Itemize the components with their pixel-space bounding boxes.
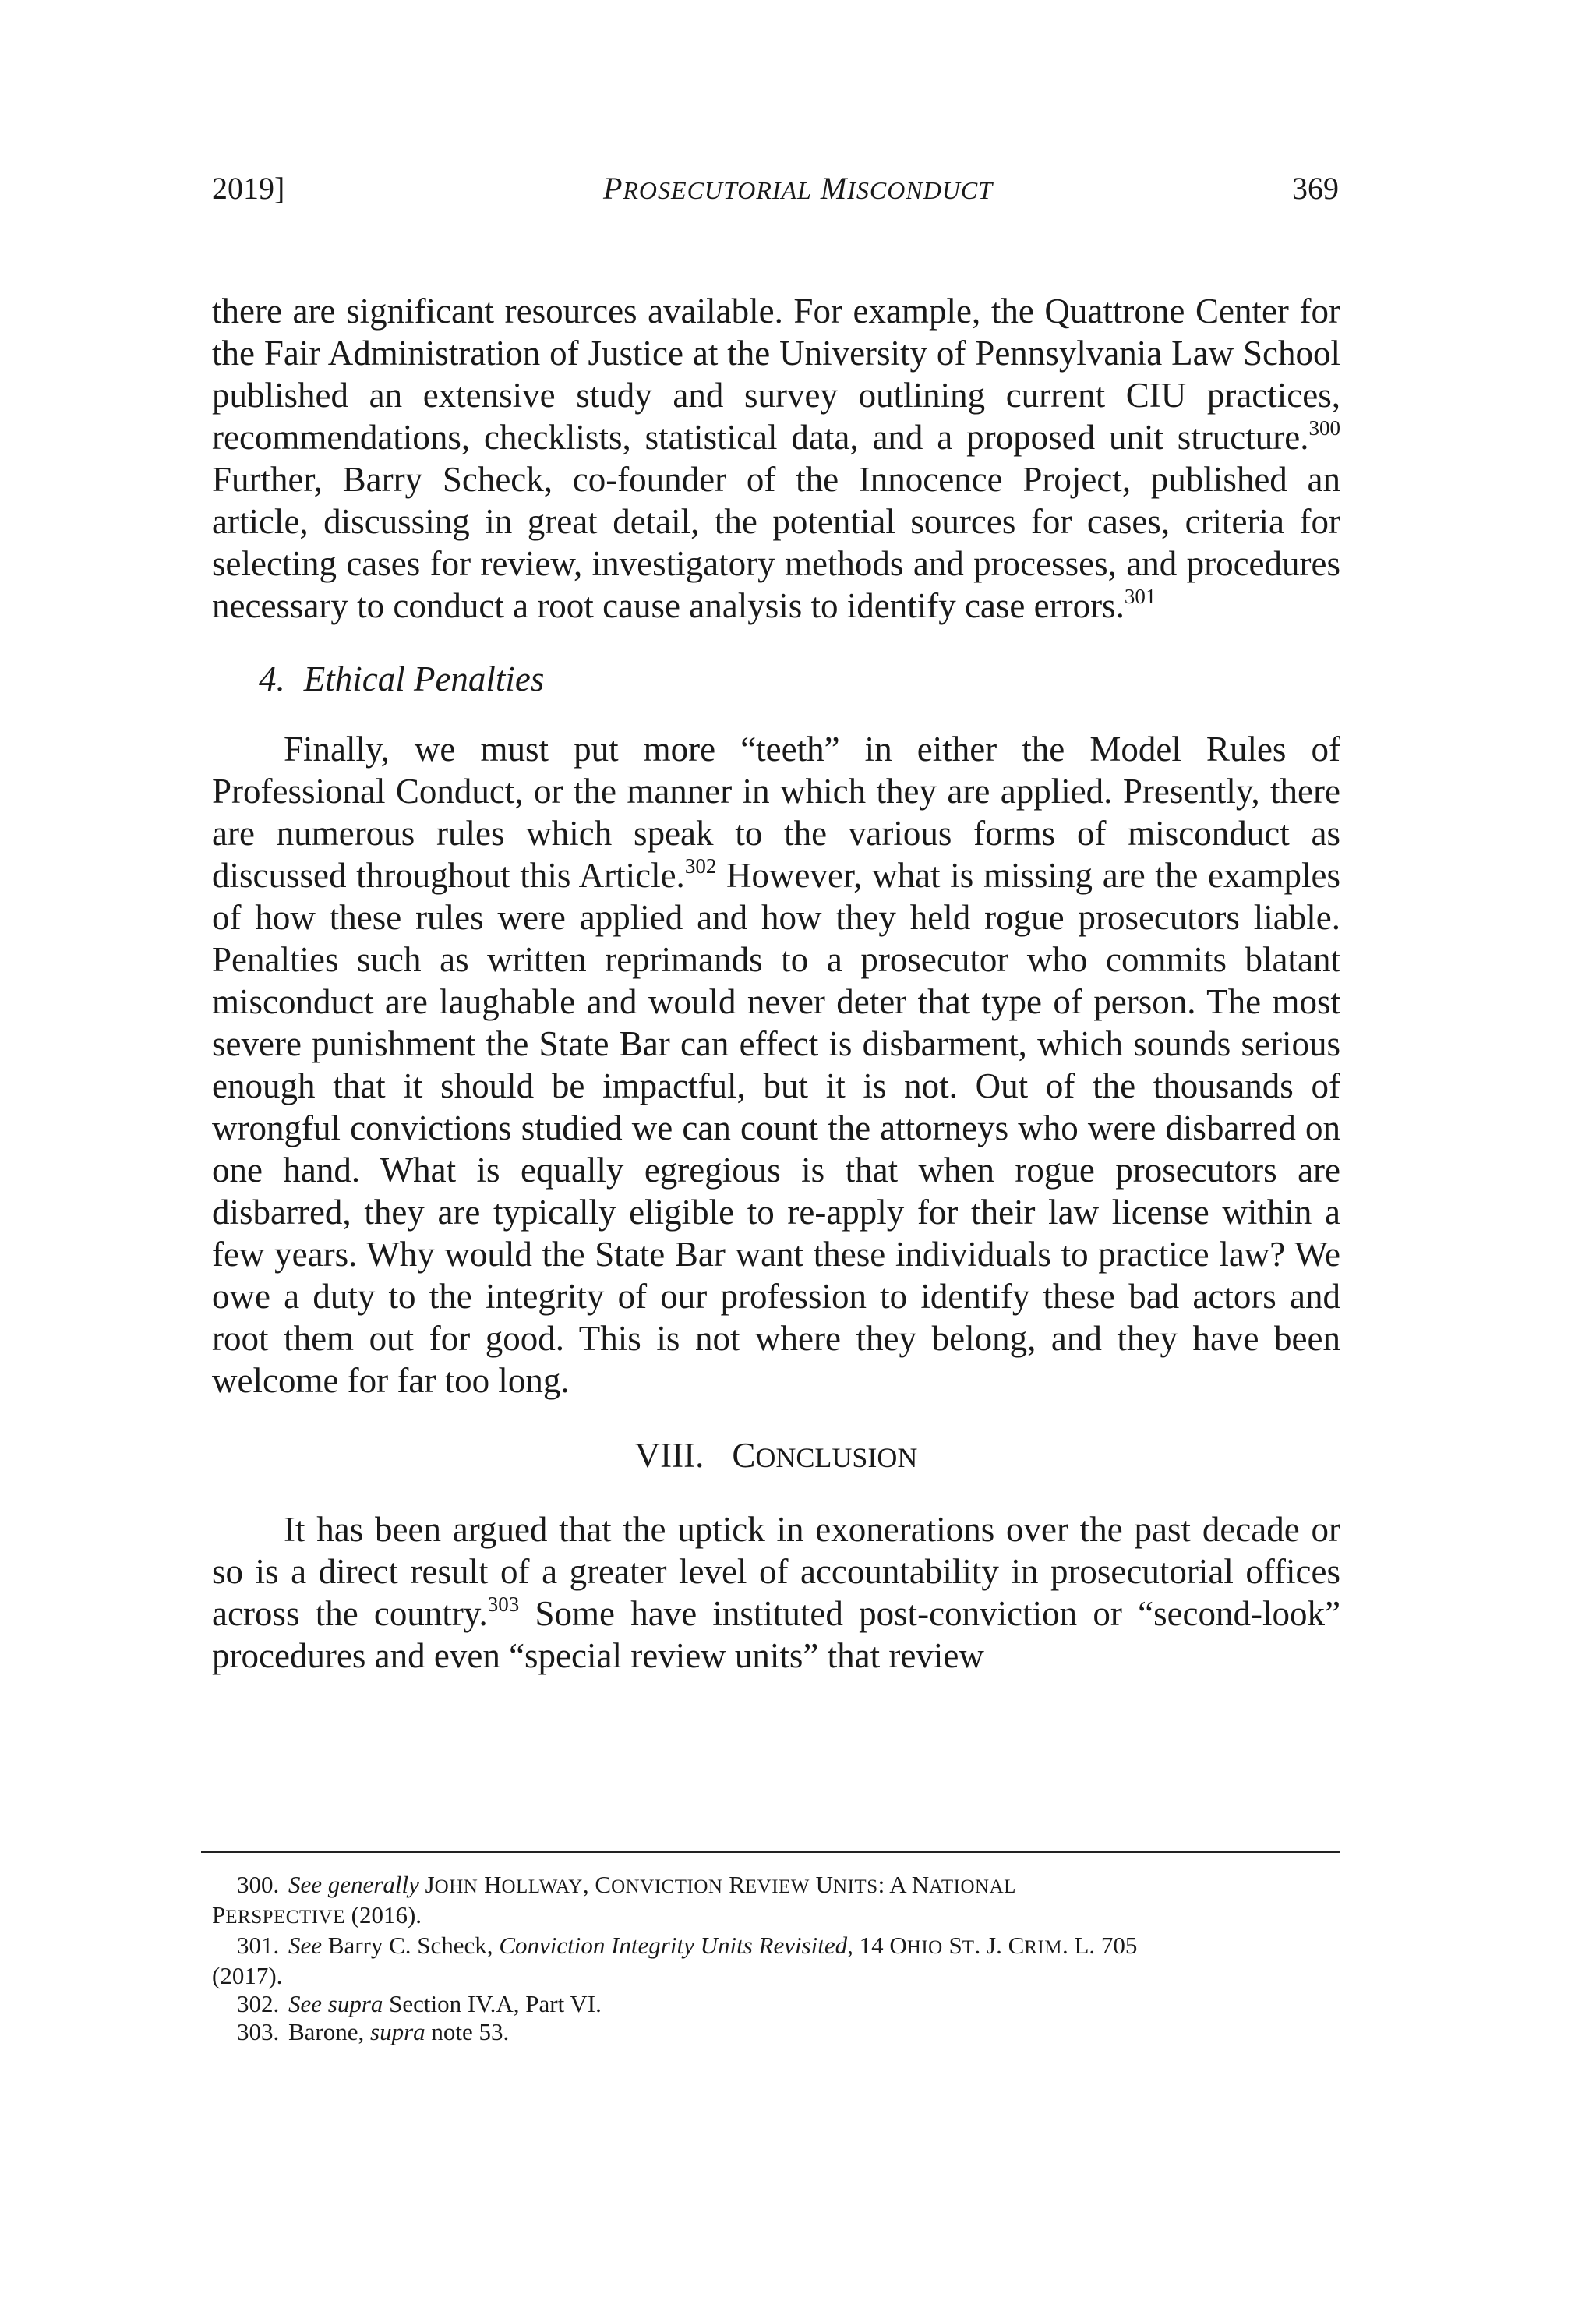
running-title: PROSECUTORIAL MISCONDUCT (602, 171, 994, 206)
footnote-302: 302. See supra Section IV.A, Part VI. (237, 1990, 602, 2017)
subheading-ethical-penalties: 4. Ethical Penalties (259, 659, 545, 698)
paragraph-conclusion: It has been argued that the uptick in exonerations over the past decade or so is a direct result of a greater level of accountability in prosecutorial offices across the country.$^{303}$ Some have instituted post-conviction or “second-look” procedures and even “special review units” that review (212, 1510, 1340, 1675)
paragraph-ethical-penalties: Finally, we must put more “teeth” in either the Model Rules of Professional Conduct, or the manner in which they are applied. Presently, there are numerous rules which speak to the various forms of misconduct as discussed throughout this Article.$^{302}$ However, what is missing are the examples of how these rules were applied and how they held rogue prosecutors liable. Penalties such as written reprimands to a prosecutor who commits blatant misconduct are laughable and would never deter that type of person. The most severe punishment the State Bar can effect is disbarment, which sounds serious enough that it should be impactful, but it is not. Out of the thousands of wrongful convictions studied we can count the attorneys who were disbarred on one hand. What is equally egregious is that when rogue prosecutors are disbarred, they are typically eligible to re-apply for their law license within a few years. Why would the State Bar want these individuals to practice law? We owe a duty to the integrity of our profession to identify these bad actors and root them out for good. This is not where they belong, and they have been welcome for far too long. (212, 730, 1340, 1400)
footnote-300: 300. See generally JOHN HOLLWAY, CONVICTION REVIEW UNITS: A NATIONAL PERSPECTIVE (2016). (212, 1871, 1016, 1928)
footnote-ref-302[interactable]: 302 (684, 854, 717, 878)
section-heading-conclusion: VIII. CONCLUSION (634, 1436, 918, 1475)
paragraph-resources: there are significant resources available. For example, the Quattrone Center for the Fair Administration of Justice at the University of Pennsylvania Law School published an extensive study and survey outlining current CIU practices, recommendations, checklists, statistical data, and a proposed unit structure.$^{300}$ Further, Barry Scheck, co-founder of the Innocence Project, published an article, discussing in great detail, the potential sources for cases, criteria for selecting cases for review, investigatory methods and processes, and procedures necessary to conduct a root cause analysis to identify case errors.$^{301}$ (212, 292, 1340, 625)
volume-year: 2019] (212, 171, 285, 206)
footnote-ref-303[interactable]: 303 (487, 1593, 520, 1616)
footnote-ref-301[interactable]: 301 (1124, 585, 1156, 608)
footnote-303: 303. Barone, supra note 53. (237, 2018, 510, 2045)
footnote-divider (201, 1851, 1340, 1853)
running-header (0, 170, 1596, 214)
footnote-ref-300[interactable]: 300 (1308, 416, 1340, 440)
footnote-301: 301. See Barry C. Scheck, Conviction Integrity Units Revisited, 14 OHIO ST. J. CRIM. L. 705 (2017). (212, 1932, 1138, 1989)
footnotes (212, 1871, 1340, 2046)
page-number: 369 (1292, 171, 1339, 206)
main-text (212, 290, 1340, 1677)
